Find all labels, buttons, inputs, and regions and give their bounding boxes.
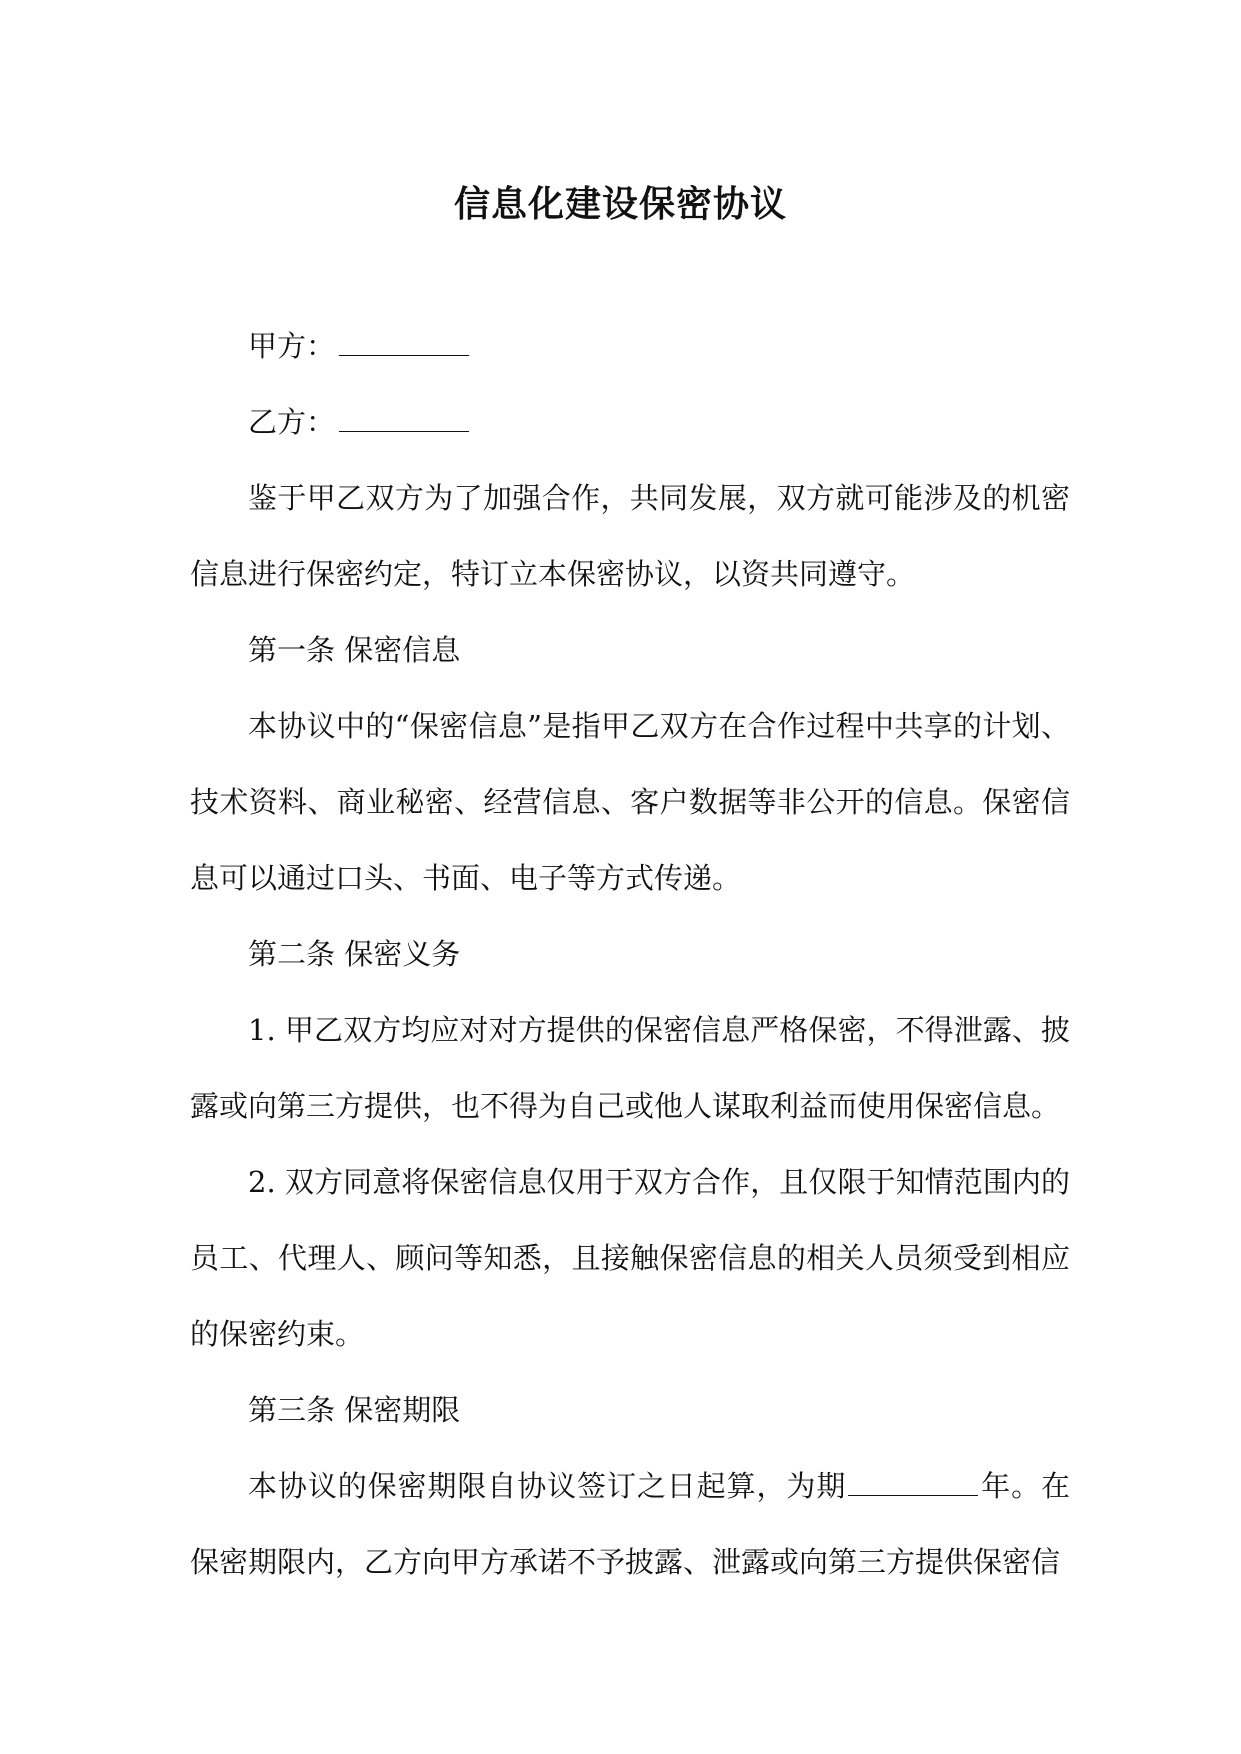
document-title: 信息化建设保密协议 xyxy=(453,183,787,225)
article3-paragraph xyxy=(190,1448,1070,1600)
party-a-blank xyxy=(339,331,469,356)
article3-text-before: 本协议的保密期限自协议签订之日起算，为期 xyxy=(248,1469,847,1503)
article3-text-after: 年。在保密期限内，乙方向甲方承诺不予披露、泄露或向第三方提供保密信 xyxy=(190,1469,1070,1579)
document-body xyxy=(190,308,1070,1600)
article2-item2: 2. 双方同意将保密信息仅用于双方合作，且仅限于知情范围内的员工、代理人、顾问等知悉，且接触保密信息的相关人员须受到相应的保密约束。 xyxy=(190,1165,1070,1351)
article3-heading: 第三条 保密期限 xyxy=(248,1393,461,1427)
term-years-blank xyxy=(848,1471,978,1496)
party-a-line xyxy=(190,308,1070,384)
article2-heading: 第二条 保密义务 xyxy=(248,937,461,971)
article2-item1: 1. 甲乙双方均应对对方提供的保密信息严格保密，不得泄露、披露或向第三方提供，也不得为自己或他人谋取利益而使用保密信息。 xyxy=(190,1013,1070,1123)
article1-heading: 第一条 保密信息 xyxy=(248,633,461,667)
article1-paragraph: 本协议中的“保密信息”是指甲乙双方在合作过程中共享的计划、技术资料、商业秘密、经营信息、客户数据等非公开的信息。保密信息可以通过口头、书面、电子等方式传递。 xyxy=(190,709,1070,895)
party-a-label: 甲方： xyxy=(248,329,336,363)
preamble-paragraph: 鉴于甲乙双方为了加强合作，共同发展，双方就可能涉及的机密信息进行保密约定，特订立本保密协议，以资共同遵守。 xyxy=(190,481,1070,591)
party-b-line xyxy=(190,384,1070,460)
party-b-label: 乙方： xyxy=(248,405,336,439)
party-b-blank xyxy=(339,407,469,432)
